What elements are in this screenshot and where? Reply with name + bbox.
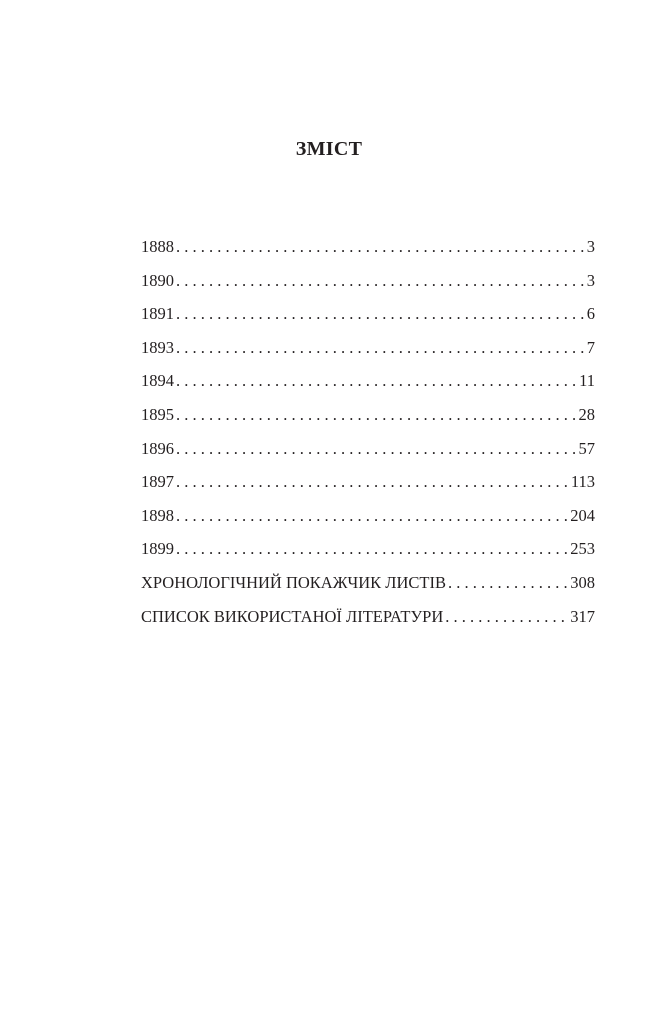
toc-dot-leader	[448, 571, 569, 595]
toc-entry-label: 1888	[141, 237, 174, 256]
toc-page-number: 253	[570, 539, 595, 559]
toc-entry-1898[interactable]	[141, 504, 595, 538]
toc-entry-1891[interactable]	[141, 302, 595, 336]
toc-entry-label: 1891	[141, 304, 174, 324]
toc-entry-label: 1890	[141, 270, 174, 290]
toc-dot-leader	[176, 470, 570, 494]
toc-dot-leader	[445, 605, 569, 629]
toc-entry-chronological-index[interactable]	[141, 571, 595, 605]
toc-dot-leader	[176, 269, 586, 293]
toc-page-number: 113	[570, 472, 595, 492]
toc-page-number: 317	[570, 606, 595, 626]
toc-entry-1896[interactable]	[141, 437, 595, 471]
toc-page-number: 28	[578, 404, 595, 424]
toc-page-number: 57	[578, 438, 595, 458]
toc-entry-label: 1898	[141, 505, 174, 525]
toc-dot-leader	[176, 235, 586, 259]
toc-entry-bibliography[interactable]	[141, 605, 595, 639]
toc-entry-label: СПИСОК ВИКОРИСТАНОЇ ЛІТЕРАТУРИ	[141, 606, 444, 626]
toc-entry-1894[interactable]	[141, 369, 595, 403]
toc-dot-leader	[176, 403, 578, 427]
toc-entry-label: 1893	[141, 337, 174, 357]
toc-page-number: 3	[586, 270, 595, 290]
toc-entry-label: 1897	[141, 472, 174, 492]
toc-page-number: 204	[570, 505, 595, 525]
toc-entry-label: ХРОНОЛОГІЧНИЙ ПОКАЖЧИК ЛИСТІВ	[141, 572, 446, 592]
toc-page-number: 6	[586, 304, 595, 324]
toc-entry-1888[interactable]	[141, 235, 595, 269]
toc-entry-label: 1896	[141, 438, 174, 458]
toc-page-number: 7	[586, 337, 595, 357]
toc-dot-leader	[176, 336, 586, 360]
toc-page-number: 3	[586, 237, 595, 256]
toc-entry-label: 1899	[141, 539, 174, 559]
toc-page-number: 11	[579, 371, 595, 391]
page-title: ЗМІСТ	[295, 138, 363, 160]
toc-entry-1893[interactable]	[141, 336, 595, 370]
table-of-contents	[141, 235, 595, 638]
toc-dot-leader	[176, 302, 586, 326]
toc-page-number: 308	[570, 572, 595, 592]
toc-entry-1890[interactable]	[141, 269, 595, 303]
toc-entry-label: 1895	[141, 404, 174, 424]
toc-dot-leader	[176, 437, 578, 461]
toc-dot-leader	[176, 504, 569, 528]
toc-entry-1895[interactable]	[141, 403, 595, 437]
toc-dot-leader	[176, 537, 569, 561]
toc-entry-1897[interactable]	[141, 470, 595, 504]
toc-entry-1899[interactable]	[141, 537, 595, 571]
toc-dot-leader	[176, 369, 578, 393]
toc-entry-label: 1894	[141, 371, 174, 391]
